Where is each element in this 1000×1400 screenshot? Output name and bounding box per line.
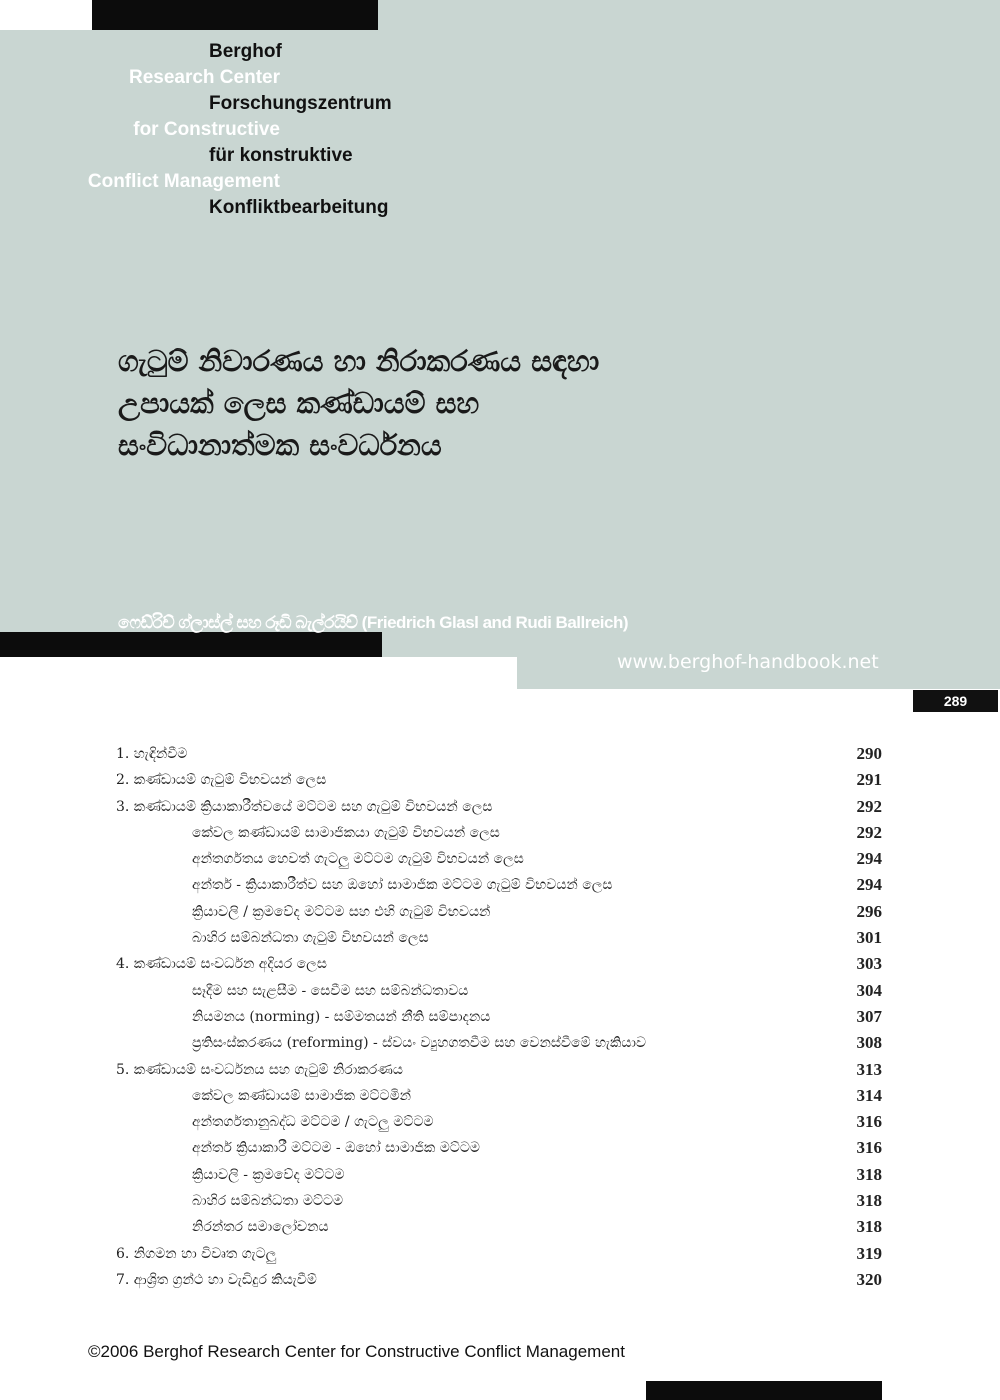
toc-entry-label: නියමනය (norming) - සම්මතයන් නීති සම්පාදනය bbox=[192, 1008, 491, 1025]
toc-entry[interactable] bbox=[116, 1241, 886, 1267]
toc-entry-label: අන්තර් - ක්‍රියාකාරීත්ව සහ ඔහෝ සාමාජික මට්ටම ගැටුම් විභවයන් ලෙස bbox=[192, 877, 613, 894]
toc-entry-page: 308 bbox=[856, 1033, 882, 1053]
header-band bbox=[382, 632, 517, 657]
toc-entry[interactable] bbox=[116, 767, 886, 793]
toc-entry-page: 292 bbox=[856, 822, 882, 842]
toc-entry[interactable] bbox=[116, 846, 886, 872]
toc-entry-label: ක්‍රියාවලි / ක්‍රමවේද මට්ටම සහ එහි ගැටුම් විභවයන් bbox=[192, 903, 491, 920]
toc-entry-page: 290 bbox=[856, 744, 882, 763]
toc-entry-page: 294 bbox=[856, 875, 882, 895]
top-black-bar bbox=[92, 0, 378, 30]
toc-entry[interactable] bbox=[116, 872, 886, 898]
page-number-badge: 289 bbox=[913, 690, 998, 712]
toc-entry-page: 313 bbox=[856, 1059, 882, 1079]
toc-entry-page: 294 bbox=[856, 849, 882, 869]
toc-entry-page: 291 bbox=[856, 770, 882, 790]
toc-entry-label: 2. කණ්ඩායම් ගැටුම් විභවයන් ලෙස bbox=[116, 772, 327, 789]
toc-entry-label: අන්තර්ගතානුබද්ධ මට්ටම / ගැටලු මට්ටම bbox=[192, 1114, 434, 1131]
toc-entry-label: 6. නිගමන හා විවෘත ගැටලු bbox=[116, 1245, 277, 1262]
toc-entry-page: 304 bbox=[856, 980, 882, 1000]
logo-line-for-constructive: for Constructive bbox=[133, 119, 280, 140]
toc-entry-label: 5. කණ්ඩායම් සංවර්ධනය සහ ගැටුම් නිරාකරණය bbox=[116, 1061, 403, 1078]
toc-entry[interactable] bbox=[116, 951, 886, 977]
toc-entry-page: 301 bbox=[856, 928, 882, 948]
toc-entry[interactable] bbox=[116, 1188, 886, 1214]
toc-entry[interactable] bbox=[116, 1030, 886, 1056]
toc-entry-page: 320 bbox=[856, 1269, 882, 1289]
logo-line-conflict-management: Conflict Management bbox=[87, 171, 280, 192]
logo-line-research-center: Research Center bbox=[128, 67, 280, 88]
toc-entry-page: 296 bbox=[856, 901, 882, 921]
toc-entry[interactable] bbox=[116, 1004, 886, 1030]
toc-entry-page: 316 bbox=[856, 1112, 882, 1132]
toc-entry-label: ප්‍රතිසංස්කරණය (reforming) - ස්වයං ව්‍යුහගතවීම සහ වෙනස්වීමේ හැකියාව bbox=[192, 1035, 647, 1052]
authors-line: ෆෙඩ්රිච් ග්ලාස්ල් සහ රූඩි බැල්රයිච් (Friedrich Glasl and Rudi Ballreich) bbox=[118, 613, 629, 632]
toc-entry[interactable] bbox=[116, 899, 886, 925]
toc-entry-label: නිරන්තර සමාලෝචනය bbox=[192, 1219, 329, 1236]
toc-entry-page: 318 bbox=[856, 1191, 882, 1211]
table-of-contents bbox=[116, 741, 886, 1293]
website-url[interactable]: www.berghof-handbook.net bbox=[617, 651, 879, 673]
toc-entry-page: 303 bbox=[856, 954, 882, 974]
toc-entry-label: බාහිර සම්බන්ධතා ගැටුම් විභවයන් ලෙස bbox=[192, 930, 429, 947]
toc-entry-page: 316 bbox=[856, 1138, 882, 1158]
toc-entry-page: 292 bbox=[856, 796, 882, 816]
toc-entry-label: සෑදීම සහ සැළසීම - සෙවීම සහ සම්බන්ධතාවය bbox=[192, 982, 469, 999]
middle-black-bar bbox=[0, 632, 382, 657]
toc-entry[interactable] bbox=[116, 1162, 886, 1188]
toc-entry-label: 7. ආශ්‍රිත ග්‍රන්ථ හා වැඩිදුර කියැවීම් bbox=[116, 1271, 317, 1288]
logo-line-forschungszentrum: Forschungszentrum bbox=[209, 93, 392, 114]
toc-entry[interactable] bbox=[116, 925, 886, 951]
bottom-black-bar bbox=[646, 1381, 882, 1400]
toc-entry-label: කේවල කණ්ඩායම් සාමාජික මට්ටමින් bbox=[192, 1087, 412, 1104]
header-panel-top bbox=[378, 0, 1000, 30]
toc-entry-label: කේවල කණ්ඩායම් සාමාජිකයා ගැටුම් විභවයන් ලෙස bbox=[192, 824, 500, 841]
logo-line-berghof: Berghof bbox=[209, 41, 282, 62]
toc-entry-page: 307 bbox=[856, 1006, 882, 1026]
toc-entry[interactable] bbox=[116, 978, 886, 1004]
title-line: සංවිධානාත්මක සංවර්ධනය bbox=[118, 428, 442, 462]
toc-entry-label: 3. කණ්ඩායම් ක්‍රියාකාරීත්වයේ මට්ටම සහ ගැටුම් විභවයන් ලෙස bbox=[116, 798, 493, 815]
copyright-footer: ©2006 Berghof Research Center for Constructive Conflict Management bbox=[88, 1342, 625, 1361]
toc-entry[interactable] bbox=[116, 820, 886, 846]
logo-line-konfliktbearbeitung: Konfliktbearbeitung bbox=[209, 197, 389, 218]
toc-entry[interactable] bbox=[116, 741, 886, 767]
toc-entry-page: 314 bbox=[856, 1085, 882, 1105]
toc-entry[interactable] bbox=[116, 1083, 886, 1109]
toc-entry-label: 1. හැඳින්වීම bbox=[116, 746, 188, 762]
toc-entry-page: 318 bbox=[856, 1217, 882, 1237]
toc-entry-label: ක්‍රියාවලි - ක්‍රමවේද මට්ටම bbox=[192, 1166, 345, 1183]
toc-entry[interactable] bbox=[116, 1135, 886, 1161]
toc-entry-page: 318 bbox=[856, 1164, 882, 1184]
toc-entry[interactable] bbox=[116, 1214, 886, 1240]
document-title bbox=[118, 340, 678, 466]
toc-entry-label: 4. කණ්ඩායම් සංවර්ධන අදියර ලෙස bbox=[116, 956, 327, 973]
toc-entry-label: අන්තර්ගතය හෙවත් ගැටලු මට්ටම ගැටුම් විභවයන් ලෙස bbox=[192, 851, 524, 868]
toc-entry[interactable] bbox=[116, 1057, 886, 1083]
title-line: උපායක් ලෙස කණ්ඩායම් සහ bbox=[118, 386, 480, 420]
toc-entry[interactable] bbox=[116, 1109, 886, 1135]
title-line: ගැටුම් නිවාරණය හා නිරාකරණය සඳහා bbox=[118, 344, 600, 378]
toc-entry-page: 319 bbox=[856, 1243, 882, 1263]
toc-entry[interactable] bbox=[116, 1267, 886, 1293]
toc-entry-label: බාහිර සම්බන්ධතා මට්ටම bbox=[192, 1193, 344, 1210]
toc-entry-label: අන්තර් ක්‍රියාකාරී මට්ටම - ඔහෝ සාමාජික මට්ටම bbox=[192, 1140, 480, 1157]
toc-entry[interactable] bbox=[116, 794, 886, 820]
logo-line-fur-konstruktive: für konstruktive bbox=[209, 145, 353, 166]
